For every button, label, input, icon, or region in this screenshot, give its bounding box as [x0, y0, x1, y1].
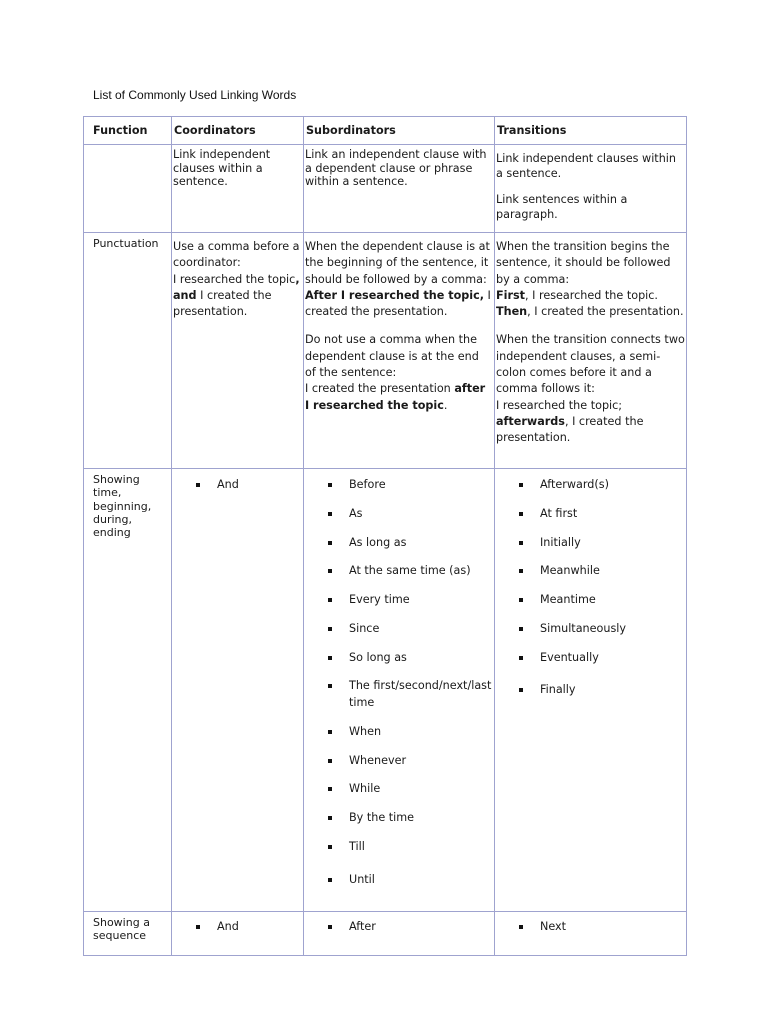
time-subordinators-cell — [304, 469, 495, 912]
sequence-coordinators-cell — [172, 912, 304, 956]
list-item: Next — [496, 919, 685, 935]
list-item: Before — [305, 477, 493, 494]
sub-example-2-pre: I created the presentation — [305, 382, 455, 396]
sequence-subordinators-cell — [304, 912, 495, 956]
list-item: When — [305, 724, 493, 741]
sub-example-2-post: . — [443, 398, 448, 412]
sequence-transitions-list — [496, 919, 685, 935]
punctuation-row — [84, 233, 687, 469]
list-item: And — [173, 919, 302, 935]
time-coordinators-list — [173, 477, 302, 494]
list-item: Meanwhile — [496, 563, 685, 580]
definition-coordinators-cell — [172, 145, 304, 233]
sub-rule-1-paragraph — [305, 239, 493, 320]
list-item: Until — [305, 872, 493, 889]
list-item: Eventually — [496, 650, 685, 667]
list-item: Finally — [496, 682, 685, 699]
trans-example-3-post: , I created the presentation. — [496, 414, 644, 445]
sequence-transitions-cell — [495, 912, 687, 956]
list-item: By the time — [305, 810, 493, 827]
sub-rule-2-paragraph — [305, 332, 493, 413]
list-item: As long as — [305, 535, 493, 552]
list-item: Meantime — [496, 592, 685, 609]
time-transitions-cell — [495, 469, 687, 912]
header-transitions: Transitions — [495, 117, 687, 145]
list-item: Initially — [496, 535, 685, 552]
document-title: List of Commonly Used Linking Words — [93, 88, 297, 102]
definition-transitions-cell — [495, 145, 687, 233]
trans-example-2-bold: Then — [496, 305, 528, 319]
sub-example-1-bold: After I researched the topic, — [305, 288, 484, 302]
time-transitions-list — [496, 477, 685, 699]
list-item: Whenever — [305, 753, 493, 770]
list-item: At first — [496, 506, 685, 523]
sequence-subordinators-list — [305, 919, 493, 935]
trans-example-3-pre: I researched the topic; — [496, 398, 623, 412]
trans-example-1-bold: First — [496, 288, 526, 302]
list-item: After — [305, 919, 493, 935]
punctuation-transitions-cell — [495, 233, 687, 469]
trans-example-3-bold: afterwards — [496, 414, 565, 428]
list-item: While — [305, 781, 493, 798]
list-item: As — [305, 506, 493, 523]
trans-rule-2-paragraph — [496, 332, 685, 446]
sub-rule-1: When the dependent clause is at the beginning of the sentence, it should be followed by a comma: — [305, 240, 490, 286]
trans-rule-1: When the transition begins the sentence, it should be followed by a comma: — [496, 240, 671, 286]
list-item: The first/second/next/last time — [305, 678, 493, 711]
coord-example-bold: , and — [173, 272, 300, 302]
sub-example-2-bold: after I researched the topic — [305, 382, 486, 412]
sub-rule-2: Do not use a comma when the dependent clause is at the end of the sentence: — [305, 333, 479, 380]
time-row — [84, 469, 687, 912]
coord-example-post: I created the presentation. — [173, 288, 272, 319]
sequence-coordinators-list — [173, 919, 302, 935]
time-coordinators-cell — [172, 469, 304, 912]
list-item: Since — [305, 621, 493, 638]
punctuation-coordinators-text — [173, 239, 302, 320]
list-item: Afterward(s) — [496, 477, 685, 494]
linking-words-table — [83, 116, 687, 956]
list-item: Every time — [305, 592, 493, 609]
trans-example-1-post: , I researched the topic. — [525, 288, 658, 302]
time-label: Showing time, beginning, during, ending — [84, 469, 172, 912]
header-row — [84, 117, 687, 145]
header-function: Function — [84, 117, 172, 145]
definition-transitions-text-2: Link sentences within a paragraph. — [496, 193, 628, 221]
definition-transitions-text-1: Link independent clauses within a sentence. — [496, 152, 676, 180]
list-item: And — [173, 477, 302, 494]
definition-row — [84, 145, 687, 233]
header-subordinators: Subordinators — [304, 117, 495, 145]
definition-function-cell — [84, 145, 172, 233]
list-item: At the same time (as) — [305, 563, 493, 580]
trans-rule-2: When the transition connects two independent clauses, a semi-colon comes before it and a comma follows it: — [496, 333, 685, 396]
punctuation-coordinators-cell — [172, 233, 304, 469]
sequence-row — [84, 912, 687, 956]
trans-rule-1-paragraph — [496, 239, 685, 320]
coord-rule: Use a comma before a coordinator: — [173, 240, 300, 270]
punctuation-label: Punctuation — [84, 233, 172, 469]
list-item: So long as — [305, 650, 493, 667]
definition-subordinators-cell — [304, 145, 495, 233]
coord-example-pre: I researched the topic — [173, 272, 296, 286]
punctuation-subordinators-cell — [304, 233, 495, 469]
definition-subordinators-text: Link an independent clause with a dependent clause or phrase within a sentence. — [305, 148, 487, 188]
list-item: Till — [305, 839, 493, 856]
definition-coordinators-text: Link independent clauses within a sentence. — [173, 148, 271, 188]
header-coordinators: Coordinators — [172, 117, 304, 145]
sub-example-1-post: I created the presentation. — [305, 288, 491, 319]
time-subordinators-list — [305, 477, 493, 888]
list-item: Simultaneously — [496, 621, 685, 638]
sequence-label: Showing a sequence — [84, 912, 172, 956]
trans-example-2-post: , I created the presentation. — [527, 305, 684, 319]
